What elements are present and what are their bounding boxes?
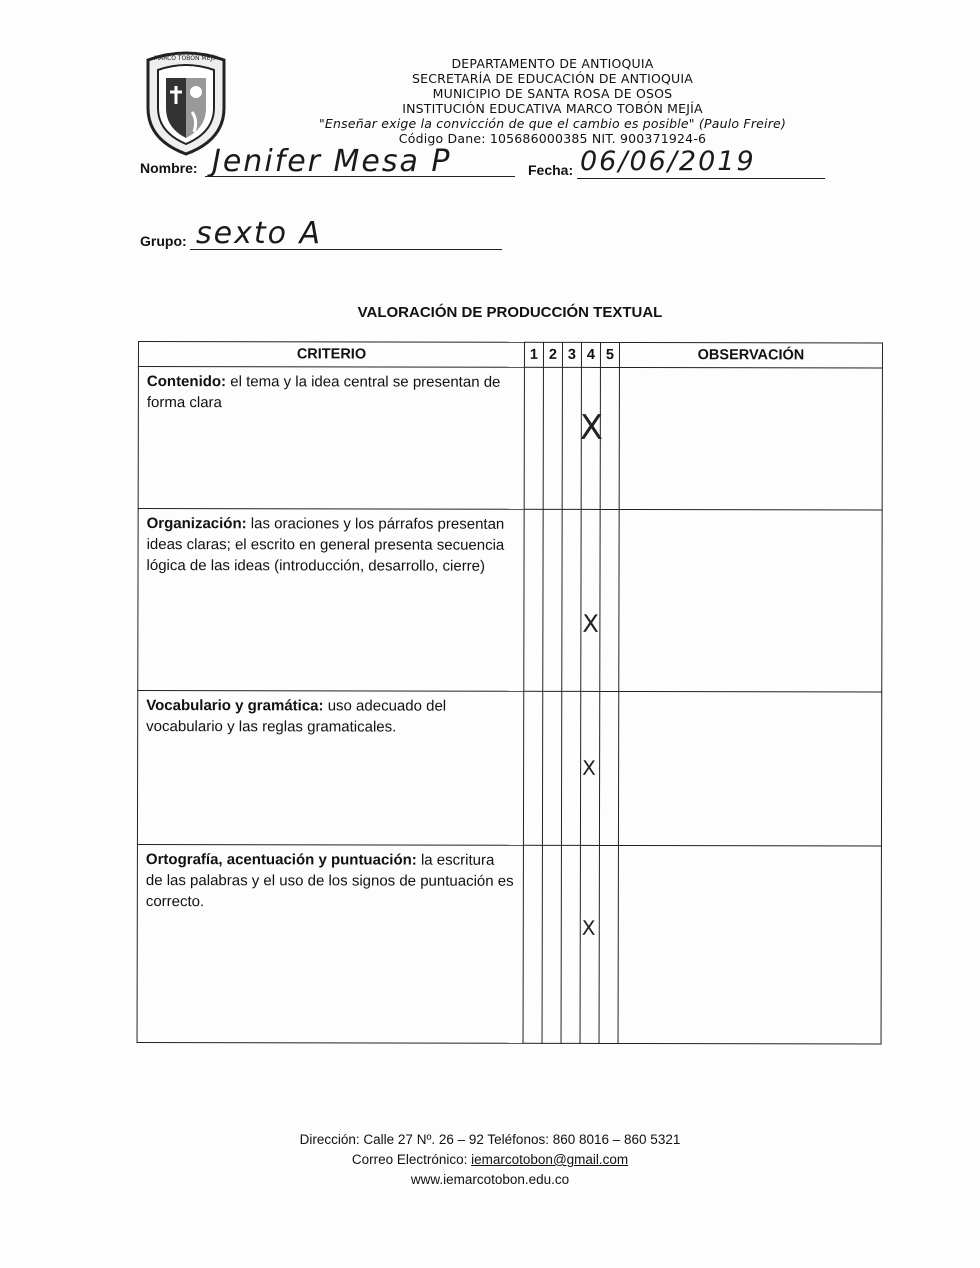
observation-cell[interactable]: [619, 368, 882, 511]
score-cell-2[interactable]: [543, 509, 562, 691]
criterion-vocabulario: [137, 691, 523, 846]
score-header-4: 4: [581, 342, 600, 367]
criterion-contenido: [138, 367, 524, 510]
crest-ribbon-text: MARCO TOBÓN MEJÍA: [153, 55, 219, 62]
score-cell-4[interactable]: [579, 367, 604, 509]
score-cell-5[interactable]: [600, 367, 619, 509]
table-row: [137, 844, 881, 1044]
score-mark: X: [582, 609, 599, 638]
header-motto: "Enseñar exige la convicción de que el cambio es posible" (Paulo Freire): [318, 116, 787, 131]
nombre-label: Nombre:: [140, 160, 198, 176]
rubric-header-row: [138, 342, 882, 369]
criterion-term: Contenido:: [146, 373, 227, 391]
observation-cell[interactable]: [619, 510, 882, 693]
score-cell-1[interactable]: [524, 509, 543, 691]
header-codes: Código Dane: 105686000385 NIT. 900371924-6: [398, 131, 707, 146]
footer-email-label: Correo Electrónico:: [351, 1152, 472, 1167]
observacion-header: OBSERVACIÓN: [619, 343, 882, 369]
score-cell-3[interactable]: [562, 509, 581, 691]
assessment-title: VALORACIÓN DE PRODUCCIÓN TEXTUAL: [357, 304, 663, 321]
fecha-label: Fecha:: [528, 162, 574, 178]
criterion-desc: las oraciones y los párrafos presentan ideas claras; el escrito en general presenta secuencia lógica de las ideas (introducción, desarrollo, cierre): [146, 515, 505, 575]
score-cell-5[interactable]: [599, 845, 618, 1043]
footer: [240, 1130, 740, 1190]
score-cell-1[interactable]: [523, 691, 542, 845]
score-cell-3[interactable]: [562, 367, 581, 509]
fecha-value[interactable]: 06/06/2019: [580, 146, 756, 177]
score-cell-4[interactable]: [580, 691, 599, 845]
criterion-desc: la escritura de las palabras y el uso de los signos de puntuación es correcto.: [145, 851, 514, 911]
header-line-municipality: MUNICIPIO DE SANTA ROSA DE OSOS: [432, 86, 673, 101]
score-cell-1[interactable]: [523, 845, 542, 1043]
footer-email-line: [240, 1150, 740, 1170]
table-row: [138, 367, 882, 511]
observation-cell[interactable]: [618, 846, 881, 1045]
criterio-header: CRITERIO: [138, 342, 524, 368]
criterion-term: Ortografía, acentuación y puntuación:: [145, 851, 417, 869]
criterion-organizacion: [138, 509, 524, 692]
score-cell-3[interactable]: [561, 845, 580, 1043]
table-row: [137, 691, 881, 847]
criterion-desc: el tema y la idea central se presentan de forma clara: [146, 373, 501, 412]
score-header-2: 2: [543, 342, 562, 367]
score-cell-5[interactable]: [600, 509, 619, 691]
score-mark: X: [582, 755, 596, 780]
score-cell-2[interactable]: [543, 367, 562, 509]
footer-website[interactable]: www.iemarcotobon.edu.co: [410, 1172, 570, 1187]
footer-email-link[interactable]: iemarcotobon@gmail.com: [471, 1152, 629, 1167]
criterion-ortografia: [137, 844, 523, 1043]
score-cell-5[interactable]: [599, 691, 618, 845]
score-cell-2[interactable]: [542, 845, 561, 1043]
observation-cell[interactable]: [618, 692, 881, 847]
grupo-label: Grupo:: [140, 233, 187, 249]
nombre-value[interactable]: Jenifer Mesa P: [212, 144, 452, 179]
institution-crest: [140, 48, 232, 158]
score-cell-3[interactable]: [561, 691, 580, 845]
score-cell-4[interactable]: [581, 509, 600, 691]
header-line-department: DEPARTAMENTO DE ANTIOQUIA: [451, 56, 654, 71]
score-cell-2[interactable]: [542, 691, 561, 845]
header-line-institution: INSTITUCIÓN EDUCATIVA MARCO TOBÓN MEJÍA: [402, 101, 703, 116]
header-line-secretariat: SECRETARÍA DE EDUCACIÓN DE ANTIOQUIA: [411, 71, 694, 86]
table-row: [138, 509, 882, 693]
footer-address: Dirección: Calle 27 Nº. 26 – 92 Teléfonos: 860 8016 – 860 5321: [299, 1132, 681, 1147]
score-cell-1[interactable]: [524, 367, 543, 509]
rubric-table: [137, 341, 883, 1045]
criterion-term: Vocabulario y gramática:: [146, 697, 324, 715]
criterion-term: Organización:: [146, 515, 247, 533]
score-cell-4[interactable]: [580, 845, 599, 1043]
grupo-value[interactable]: sexto A: [196, 216, 323, 251]
score-mark: X: [581, 915, 596, 940]
score-header-3: 3: [562, 342, 581, 367]
score-header-5: 5: [600, 342, 619, 367]
score-mark: X: [579, 407, 604, 448]
fecha-line: [577, 178, 825, 179]
institution-header: [300, 56, 805, 146]
score-header-1: 1: [524, 342, 543, 367]
criterion-desc: uso adecuado del vocabulario y las reglas gramaticales.: [146, 697, 447, 736]
